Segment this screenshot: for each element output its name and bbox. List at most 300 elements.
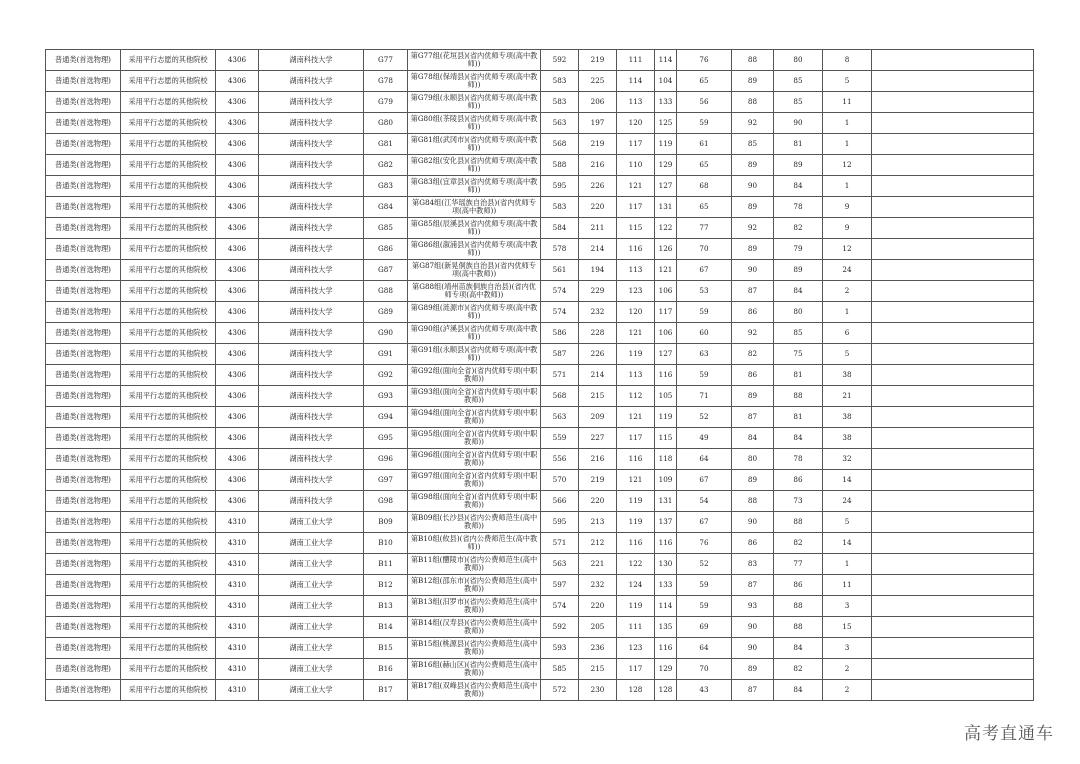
empty-cell bbox=[872, 71, 1034, 92]
school-code-cell: 4306 bbox=[216, 365, 259, 386]
group-name-cell: 第B12组(邵东市)(省内公费师范生(高中教师)) bbox=[408, 575, 541, 596]
count-cell: 11 bbox=[823, 575, 872, 596]
school-code-cell: 4306 bbox=[216, 50, 259, 71]
school-name-cell: 湖南工业大学 bbox=[259, 533, 364, 554]
score-c-cell: 116 bbox=[655, 365, 677, 386]
school-code-cell: 4306 bbox=[216, 386, 259, 407]
score-a-cell: 219 bbox=[579, 50, 617, 71]
group-name-cell: 第B10组(攸县)(省内公费师范生(高中教师)) bbox=[408, 533, 541, 554]
school-name-cell: 湖南科技大学 bbox=[259, 260, 364, 281]
group-code-cell: B10 bbox=[364, 533, 408, 554]
group-code-cell: G89 bbox=[364, 302, 408, 323]
batch-cell: 采用平行志愿的其他院校 bbox=[121, 218, 216, 239]
score-total-cell: 574 bbox=[541, 302, 579, 323]
score-d-cell: 65 bbox=[677, 155, 732, 176]
group-code-cell: G91 bbox=[364, 344, 408, 365]
category-cell: 普通类(首选物理) bbox=[46, 575, 121, 596]
group-code-cell: G77 bbox=[364, 50, 408, 71]
school-name-cell: 湖南科技大学 bbox=[259, 50, 364, 71]
score-f-cell: 81 bbox=[774, 407, 823, 428]
score-c-cell: 129 bbox=[655, 155, 677, 176]
score-total-cell: 563 bbox=[541, 554, 579, 575]
empty-cell bbox=[872, 554, 1034, 575]
school-code-cell: 4306 bbox=[216, 470, 259, 491]
score-c-cell: 118 bbox=[655, 449, 677, 470]
score-a-cell: 197 bbox=[579, 113, 617, 134]
empty-cell bbox=[872, 281, 1034, 302]
score-b-cell: 115 bbox=[617, 218, 655, 239]
score-f-cell: 84 bbox=[774, 176, 823, 197]
score-d-cell: 70 bbox=[677, 659, 732, 680]
batch-cell: 采用平行志愿的其他院校 bbox=[121, 533, 216, 554]
score-e-cell: 87 bbox=[732, 680, 774, 701]
empty-cell bbox=[872, 617, 1034, 638]
score-c-cell: 127 bbox=[655, 344, 677, 365]
count-cell: 32 bbox=[823, 449, 872, 470]
score-c-cell: 119 bbox=[655, 134, 677, 155]
empty-cell bbox=[872, 50, 1034, 71]
score-c-cell: 137 bbox=[655, 512, 677, 533]
score-f-cell: 77 bbox=[774, 554, 823, 575]
score-e-cell: 86 bbox=[732, 533, 774, 554]
group-code-cell: B11 bbox=[364, 554, 408, 575]
category-cell: 普通类(首选物理) bbox=[46, 407, 121, 428]
category-cell: 普通类(首选物理) bbox=[46, 365, 121, 386]
school-code-cell: 4306 bbox=[216, 407, 259, 428]
batch-cell: 采用平行志愿的其他院校 bbox=[121, 176, 216, 197]
table-row bbox=[46, 176, 1034, 197]
score-a-cell: 219 bbox=[579, 470, 617, 491]
school-name-cell: 湖南科技大学 bbox=[259, 176, 364, 197]
count-cell: 2 bbox=[823, 281, 872, 302]
score-b-cell: 117 bbox=[617, 134, 655, 155]
school-code-cell: 4310 bbox=[216, 575, 259, 596]
score-e-cell: 87 bbox=[732, 575, 774, 596]
category-cell: 普通类(首选物理) bbox=[46, 680, 121, 701]
school-name-cell: 湖南工业大学 bbox=[259, 512, 364, 533]
school-code-cell: 4306 bbox=[216, 134, 259, 155]
score-c-cell: 104 bbox=[655, 71, 677, 92]
school-code-cell: 4310 bbox=[216, 617, 259, 638]
score-d-cell: 71 bbox=[677, 386, 732, 407]
score-e-cell: 89 bbox=[732, 197, 774, 218]
score-a-cell: 216 bbox=[579, 155, 617, 176]
group-code-cell: G87 bbox=[364, 260, 408, 281]
category-cell: 普通类(首选物理) bbox=[46, 92, 121, 113]
group-code-cell: G81 bbox=[364, 134, 408, 155]
score-f-cell: 90 bbox=[774, 113, 823, 134]
score-total-cell: 568 bbox=[541, 134, 579, 155]
batch-cell: 采用平行志愿的其他院校 bbox=[121, 71, 216, 92]
score-c-cell: 129 bbox=[655, 659, 677, 680]
group-name-cell: 第G97组(面向全省)(省内优师专项(中职教师)) bbox=[408, 470, 541, 491]
score-c-cell: 121 bbox=[655, 260, 677, 281]
score-e-cell: 89 bbox=[732, 386, 774, 407]
group-name-cell: 第G91组(永顺县)(省内优师专项(高中教师)) bbox=[408, 344, 541, 365]
batch-cell: 采用平行志愿的其他院校 bbox=[121, 50, 216, 71]
count-cell: 9 bbox=[823, 218, 872, 239]
score-total-cell: 572 bbox=[541, 680, 579, 701]
group-code-cell: G80 bbox=[364, 113, 408, 134]
group-code-cell: G95 bbox=[364, 428, 408, 449]
table-row bbox=[46, 260, 1034, 281]
batch-cell: 采用平行志愿的其他院校 bbox=[121, 92, 216, 113]
score-a-cell: 236 bbox=[579, 638, 617, 659]
group-code-cell: G88 bbox=[364, 281, 408, 302]
score-c-cell: 106 bbox=[655, 281, 677, 302]
empty-cell bbox=[872, 512, 1034, 533]
score-d-cell: 59 bbox=[677, 575, 732, 596]
count-cell: 21 bbox=[823, 386, 872, 407]
score-e-cell: 90 bbox=[732, 617, 774, 638]
group-code-cell: G94 bbox=[364, 407, 408, 428]
group-name-cell: 第G88组(靖州苗族侗族自治县)(省内优师专项(高中教师)) bbox=[408, 281, 541, 302]
score-c-cell: 133 bbox=[655, 575, 677, 596]
table-row bbox=[46, 344, 1034, 365]
table-body bbox=[46, 50, 1034, 701]
batch-cell: 采用平行志愿的其他院校 bbox=[121, 155, 216, 176]
group-name-cell: 第G86组(溆浦县)(省内优师专项(高中教师)) bbox=[408, 239, 541, 260]
score-c-cell: 130 bbox=[655, 554, 677, 575]
batch-cell: 采用平行志愿的其他院校 bbox=[121, 197, 216, 218]
empty-cell bbox=[872, 365, 1034, 386]
score-c-cell: 114 bbox=[655, 50, 677, 71]
empty-cell bbox=[872, 596, 1034, 617]
score-a-cell: 226 bbox=[579, 176, 617, 197]
score-b-cell: 123 bbox=[617, 638, 655, 659]
score-b-cell: 116 bbox=[617, 533, 655, 554]
category-cell: 普通类(首选物理) bbox=[46, 155, 121, 176]
score-f-cell: 89 bbox=[774, 155, 823, 176]
group-name-cell: 第B16组(赫山区)(省内公费师范生(高中教师)) bbox=[408, 659, 541, 680]
score-a-cell: 205 bbox=[579, 617, 617, 638]
school-name-cell: 湖南工业大学 bbox=[259, 638, 364, 659]
batch-cell: 采用平行志愿的其他院校 bbox=[121, 680, 216, 701]
group-code-cell: B12 bbox=[364, 575, 408, 596]
score-d-cell: 63 bbox=[677, 344, 732, 365]
empty-cell bbox=[872, 638, 1034, 659]
group-name-cell: 第G92组(面向全省)(省内优师专项(中职教师)) bbox=[408, 365, 541, 386]
group-code-cell: B14 bbox=[364, 617, 408, 638]
empty-cell bbox=[872, 386, 1034, 407]
table-row bbox=[46, 659, 1034, 680]
batch-cell: 采用平行志愿的其他院校 bbox=[121, 281, 216, 302]
school-code-cell: 4310 bbox=[216, 596, 259, 617]
school-name-cell: 湖南科技大学 bbox=[259, 470, 364, 491]
table-row bbox=[46, 113, 1034, 134]
score-d-cell: 64 bbox=[677, 449, 732, 470]
table-row bbox=[46, 596, 1034, 617]
table-row bbox=[46, 680, 1034, 701]
score-total-cell: 574 bbox=[541, 596, 579, 617]
score-e-cell: 89 bbox=[732, 470, 774, 491]
school-code-cell: 4306 bbox=[216, 155, 259, 176]
score-e-cell: 84 bbox=[732, 428, 774, 449]
score-c-cell: 122 bbox=[655, 218, 677, 239]
empty-cell bbox=[872, 680, 1034, 701]
empty-cell bbox=[872, 155, 1034, 176]
score-c-cell: 131 bbox=[655, 491, 677, 512]
batch-cell: 采用平行志愿的其他院校 bbox=[121, 659, 216, 680]
score-f-cell: 80 bbox=[774, 50, 823, 71]
count-cell: 15 bbox=[823, 617, 872, 638]
score-d-cell: 65 bbox=[677, 71, 732, 92]
group-code-cell: B13 bbox=[364, 596, 408, 617]
score-total-cell: 556 bbox=[541, 449, 579, 470]
school-code-cell: 4310 bbox=[216, 659, 259, 680]
score-f-cell: 84 bbox=[774, 281, 823, 302]
score-total-cell: 559 bbox=[541, 428, 579, 449]
school-code-cell: 4306 bbox=[216, 176, 259, 197]
score-total-cell: 578 bbox=[541, 239, 579, 260]
score-f-cell: 79 bbox=[774, 239, 823, 260]
score-d-cell: 49 bbox=[677, 428, 732, 449]
score-f-cell: 86 bbox=[774, 575, 823, 596]
score-total-cell: 583 bbox=[541, 197, 579, 218]
score-d-cell: 77 bbox=[677, 218, 732, 239]
score-total-cell: 588 bbox=[541, 155, 579, 176]
batch-cell: 采用平行志愿的其他院校 bbox=[121, 449, 216, 470]
score-total-cell: 563 bbox=[541, 407, 579, 428]
category-cell: 普通类(首选物理) bbox=[46, 659, 121, 680]
group-name-cell: 第G83组(宜章县)(省内优师专项(高中教师)) bbox=[408, 176, 541, 197]
batch-cell: 采用平行志愿的其他院校 bbox=[121, 575, 216, 596]
school-name-cell: 湖南科技大学 bbox=[259, 218, 364, 239]
empty-cell bbox=[872, 92, 1034, 113]
school-code-cell: 4306 bbox=[216, 71, 259, 92]
school-name-cell: 湖南工业大学 bbox=[259, 617, 364, 638]
school-name-cell: 湖南科技大学 bbox=[259, 92, 364, 113]
empty-cell bbox=[872, 575, 1034, 596]
score-f-cell: 81 bbox=[774, 134, 823, 155]
score-c-cell: 127 bbox=[655, 176, 677, 197]
score-b-cell: 111 bbox=[617, 617, 655, 638]
score-f-cell: 84 bbox=[774, 680, 823, 701]
school-name-cell: 湖南科技大学 bbox=[259, 386, 364, 407]
empty-cell bbox=[872, 134, 1034, 155]
score-b-cell: 121 bbox=[617, 470, 655, 491]
count-cell: 14 bbox=[823, 533, 872, 554]
school-name-cell: 湖南科技大学 bbox=[259, 491, 364, 512]
table-row bbox=[46, 449, 1034, 470]
score-f-cell: 78 bbox=[774, 449, 823, 470]
table-row bbox=[46, 134, 1034, 155]
score-b-cell: 119 bbox=[617, 512, 655, 533]
group-code-cell: G83 bbox=[364, 176, 408, 197]
school-code-cell: 4306 bbox=[216, 281, 259, 302]
table-row bbox=[46, 155, 1034, 176]
score-c-cell: 115 bbox=[655, 428, 677, 449]
score-f-cell: 88 bbox=[774, 617, 823, 638]
score-e-cell: 80 bbox=[732, 449, 774, 470]
empty-cell bbox=[872, 449, 1034, 470]
count-cell: 24 bbox=[823, 260, 872, 281]
score-d-cell: 59 bbox=[677, 365, 732, 386]
table-row bbox=[46, 407, 1034, 428]
table-row bbox=[46, 575, 1034, 596]
empty-cell bbox=[872, 176, 1034, 197]
score-total-cell: 592 bbox=[541, 617, 579, 638]
score-e-cell: 92 bbox=[732, 113, 774, 134]
score-total-cell: 587 bbox=[541, 344, 579, 365]
school-code-cell: 4306 bbox=[216, 344, 259, 365]
score-b-cell: 121 bbox=[617, 323, 655, 344]
count-cell: 5 bbox=[823, 344, 872, 365]
category-cell: 普通类(首选物理) bbox=[46, 302, 121, 323]
school-code-cell: 4310 bbox=[216, 680, 259, 701]
score-c-cell: 117 bbox=[655, 302, 677, 323]
score-e-cell: 85 bbox=[732, 134, 774, 155]
score-total-cell: 583 bbox=[541, 92, 579, 113]
group-name-cell: 第G81组(武冈市)(省内优师专项(高中教师)) bbox=[408, 134, 541, 155]
score-b-cell: 128 bbox=[617, 680, 655, 701]
school-name-cell: 湖南科技大学 bbox=[259, 155, 364, 176]
table-row bbox=[46, 533, 1034, 554]
score-e-cell: 89 bbox=[732, 239, 774, 260]
table-row bbox=[46, 365, 1034, 386]
score-e-cell: 89 bbox=[732, 659, 774, 680]
empty-cell bbox=[872, 260, 1034, 281]
group-code-cell: G82 bbox=[364, 155, 408, 176]
score-total-cell: 595 bbox=[541, 176, 579, 197]
score-b-cell: 119 bbox=[617, 491, 655, 512]
table-row bbox=[46, 239, 1034, 260]
score-a-cell: 206 bbox=[579, 92, 617, 113]
batch-cell: 采用平行志愿的其他院校 bbox=[121, 134, 216, 155]
score-e-cell: 92 bbox=[732, 323, 774, 344]
score-c-cell: 114 bbox=[655, 596, 677, 617]
score-a-cell: 232 bbox=[579, 302, 617, 323]
batch-cell: 采用平行志愿的其他院校 bbox=[121, 512, 216, 533]
table-row bbox=[46, 218, 1034, 239]
school-name-cell: 湖南科技大学 bbox=[259, 197, 364, 218]
score-c-cell: 109 bbox=[655, 470, 677, 491]
score-f-cell: 82 bbox=[774, 659, 823, 680]
count-cell: 24 bbox=[823, 491, 872, 512]
batch-cell: 采用平行志愿的其他院校 bbox=[121, 302, 216, 323]
score-a-cell: 230 bbox=[579, 680, 617, 701]
category-cell: 普通类(首选物理) bbox=[46, 638, 121, 659]
count-cell: 38 bbox=[823, 365, 872, 386]
score-total-cell: 583 bbox=[541, 71, 579, 92]
batch-cell: 采用平行志愿的其他院校 bbox=[121, 260, 216, 281]
score-e-cell: 89 bbox=[732, 155, 774, 176]
count-cell: 5 bbox=[823, 71, 872, 92]
group-name-cell: 第B11组(醴陵市)(省内公费师范生(高中教师)) bbox=[408, 554, 541, 575]
empty-cell bbox=[872, 533, 1034, 554]
score-d-cell: 67 bbox=[677, 512, 732, 533]
score-d-cell: 60 bbox=[677, 323, 732, 344]
table-row bbox=[46, 617, 1034, 638]
score-e-cell: 90 bbox=[732, 176, 774, 197]
group-name-cell: 第B09组(长沙县)(省内公费师范生(高中教师)) bbox=[408, 512, 541, 533]
score-d-cell: 52 bbox=[677, 554, 732, 575]
score-total-cell: 571 bbox=[541, 365, 579, 386]
table-row bbox=[46, 428, 1034, 449]
score-a-cell: 209 bbox=[579, 407, 617, 428]
count-cell: 2 bbox=[823, 680, 872, 701]
score-b-cell: 110 bbox=[617, 155, 655, 176]
school-name-cell: 湖南科技大学 bbox=[259, 344, 364, 365]
group-name-cell: 第G95组(面向全省)(省内优师专项(中职教师)) bbox=[408, 428, 541, 449]
score-total-cell: 584 bbox=[541, 218, 579, 239]
school-name-cell: 湖南工业大学 bbox=[259, 554, 364, 575]
score-c-cell: 105 bbox=[655, 386, 677, 407]
school-code-cell: 4310 bbox=[216, 638, 259, 659]
category-cell: 普通类(首选物理) bbox=[46, 323, 121, 344]
score-b-cell: 121 bbox=[617, 176, 655, 197]
group-code-cell: G93 bbox=[364, 386, 408, 407]
group-name-cell: 第G93组(面向全省)(省内优师专项(中职教师)) bbox=[408, 386, 541, 407]
score-e-cell: 90 bbox=[732, 512, 774, 533]
empty-cell bbox=[872, 407, 1034, 428]
group-name-cell: 第G77组(花垣县)(省内优师专项(高中教师)) bbox=[408, 50, 541, 71]
score-c-cell: 131 bbox=[655, 197, 677, 218]
table-row bbox=[46, 302, 1034, 323]
score-c-cell: 128 bbox=[655, 680, 677, 701]
school-name-cell: 湖南工业大学 bbox=[259, 680, 364, 701]
group-name-cell: 第G78组(保靖县)(省内优师专项(高中教师)) bbox=[408, 71, 541, 92]
group-code-cell: G90 bbox=[364, 323, 408, 344]
score-a-cell: 194 bbox=[579, 260, 617, 281]
score-b-cell: 117 bbox=[617, 659, 655, 680]
score-c-cell: 106 bbox=[655, 323, 677, 344]
group-code-cell: G97 bbox=[364, 470, 408, 491]
score-d-cell: 64 bbox=[677, 638, 732, 659]
table-row bbox=[46, 50, 1034, 71]
batch-cell: 采用平行志愿的其他院校 bbox=[121, 113, 216, 134]
score-d-cell: 69 bbox=[677, 617, 732, 638]
score-b-cell: 119 bbox=[617, 344, 655, 365]
score-d-cell: 59 bbox=[677, 596, 732, 617]
score-b-cell: 124 bbox=[617, 575, 655, 596]
score-a-cell: 212 bbox=[579, 533, 617, 554]
score-c-cell: 119 bbox=[655, 407, 677, 428]
category-cell: 普通类(首选物理) bbox=[46, 470, 121, 491]
school-name-cell: 湖南科技大学 bbox=[259, 239, 364, 260]
score-total-cell: 571 bbox=[541, 533, 579, 554]
score-f-cell: 80 bbox=[774, 302, 823, 323]
score-f-cell: 89 bbox=[774, 260, 823, 281]
category-cell: 普通类(首选物理) bbox=[46, 533, 121, 554]
school-code-cell: 4306 bbox=[216, 491, 259, 512]
score-d-cell: 56 bbox=[677, 92, 732, 113]
score-b-cell: 111 bbox=[617, 50, 655, 71]
group-name-cell: 第B14组(汉寿县)(省内公费师范生(高中教师)) bbox=[408, 617, 541, 638]
group-code-cell: G96 bbox=[364, 449, 408, 470]
count-cell: 3 bbox=[823, 596, 872, 617]
score-e-cell: 88 bbox=[732, 50, 774, 71]
score-b-cell: 119 bbox=[617, 596, 655, 617]
score-a-cell: 216 bbox=[579, 449, 617, 470]
school-code-cell: 4306 bbox=[216, 92, 259, 113]
batch-cell: 采用平行志愿的其他院校 bbox=[121, 638, 216, 659]
empty-cell bbox=[872, 428, 1034, 449]
score-total-cell: 586 bbox=[541, 323, 579, 344]
count-cell: 2 bbox=[823, 659, 872, 680]
score-f-cell: 73 bbox=[774, 491, 823, 512]
score-total-cell: 597 bbox=[541, 575, 579, 596]
school-name-cell: 湖南科技大学 bbox=[259, 449, 364, 470]
group-name-cell: 第G84组(江华瑶族自治县)(省内优师专项(高中教师)) bbox=[408, 197, 541, 218]
school-code-cell: 4310 bbox=[216, 512, 259, 533]
school-name-cell: 湖南科技大学 bbox=[259, 134, 364, 155]
table-row bbox=[46, 281, 1034, 302]
batch-cell: 采用平行志愿的其他院校 bbox=[121, 617, 216, 638]
score-a-cell: 214 bbox=[579, 365, 617, 386]
empty-cell bbox=[872, 197, 1034, 218]
score-total-cell: 561 bbox=[541, 260, 579, 281]
